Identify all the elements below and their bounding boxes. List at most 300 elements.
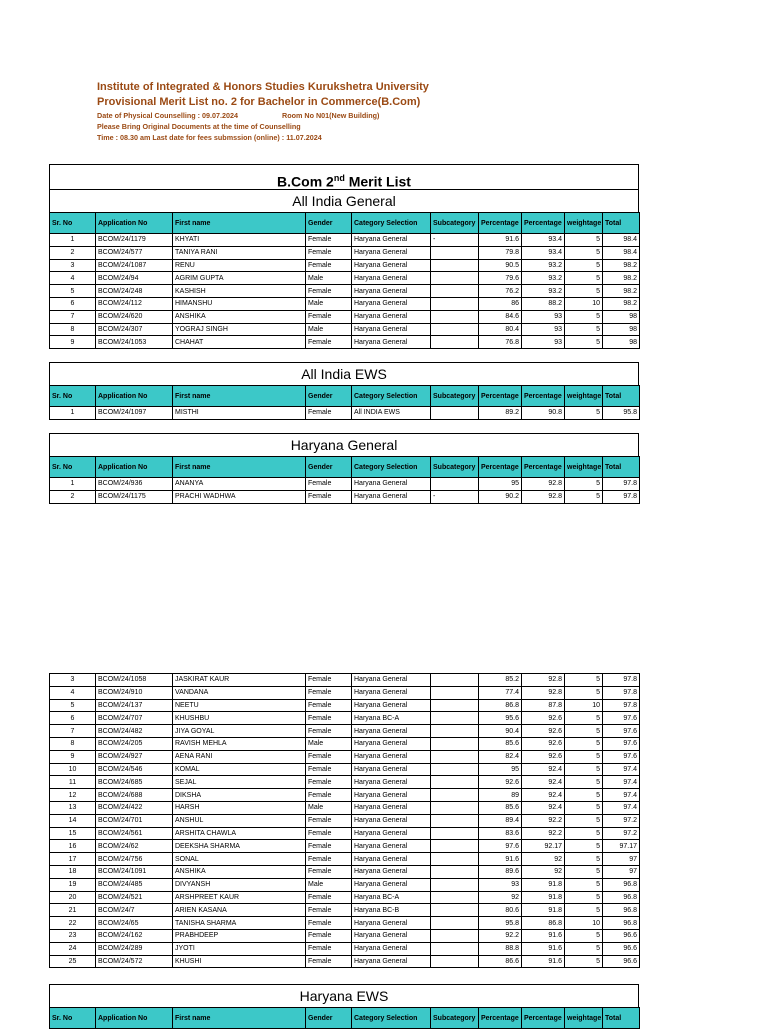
cell-subcategory	[431, 246, 479, 259]
cell-percentage-2: 92.4	[522, 776, 565, 789]
cell-percentage-2: 93	[522, 310, 565, 323]
cell-category: Haryana General	[352, 801, 431, 814]
cell-percentage-2: 93.2	[522, 259, 565, 272]
cell-percentage-2: 93.2	[522, 272, 565, 285]
cell-total: 97.6	[603, 750, 640, 763]
cell-percentage-2: 93	[522, 323, 565, 336]
cell-application-no: BCOM/24/936	[96, 478, 173, 491]
cell-application-no: BCOM/24/162	[96, 929, 173, 942]
cell-percentage-2: 91.8	[522, 891, 565, 904]
cell-gender: Female	[306, 904, 352, 917]
cell-percentage-2: 91.6	[522, 929, 565, 942]
cell-percentage: 93	[479, 878, 522, 891]
cell-application-no: BCOM/24/756	[96, 853, 173, 866]
cell-sr-no: 22	[50, 917, 96, 930]
column-header-subcategory: Subcategory	[431, 386, 479, 407]
cell-subcategory	[431, 929, 479, 942]
column-header-sr-no: Sr. No	[50, 386, 96, 407]
table-row	[50, 942, 640, 955]
cell-subcategory	[431, 878, 479, 891]
cell-weightage: 5	[565, 259, 603, 272]
table-row	[50, 725, 640, 738]
cell-subcategory	[431, 323, 479, 336]
cell-percentage-2: 92.6	[522, 750, 565, 763]
cell-gender: Female	[306, 750, 352, 763]
cell-percentage: 86.8	[479, 699, 522, 712]
cell-gender: Female	[306, 699, 352, 712]
cell-percentage-2: 92.8	[522, 478, 565, 491]
table-row	[50, 323, 640, 336]
cell-weightage: 5	[565, 955, 603, 968]
cell-sr-no: 10	[50, 763, 96, 776]
column-header-total: Total	[603, 386, 640, 407]
cell-sr-no: 1	[50, 407, 96, 420]
cell-subcategory	[431, 674, 479, 687]
cell-percentage-2: 91.8	[522, 904, 565, 917]
cell-category: Haryana BC-B	[352, 904, 431, 917]
cell-percentage: 88.8	[479, 942, 522, 955]
cell-percentage-2: 87.8	[522, 699, 565, 712]
institute-name: Institute of Integrated & Honors Studies Kurukshetra University	[97, 81, 429, 93]
cell-gender: Female	[306, 853, 352, 866]
cell-weightage: 5	[565, 674, 603, 687]
cell-sr-no: 8	[50, 323, 96, 336]
cell-sr-no: 1	[50, 234, 96, 247]
cell-first-name: JIYA GOYAL	[173, 725, 306, 738]
cell-sr-no: 7	[50, 725, 96, 738]
table-row	[50, 814, 640, 827]
cell-percentage-2: 92.4	[522, 801, 565, 814]
cell-first-name: PRABHDEEP	[173, 929, 306, 942]
cell-total: 97.4	[603, 789, 640, 802]
cell-sr-no: 3	[50, 674, 96, 687]
cell-total: 97.6	[603, 737, 640, 750]
cell-first-name: ARIEN KASANA	[173, 904, 306, 917]
cell-percentage-2: 92.2	[522, 814, 565, 827]
cell-subcategory	[431, 942, 479, 955]
cell-weightage: 5	[565, 878, 603, 891]
column-header-subcategory: Subcategory	[431, 457, 479, 478]
cell-total: 96.6	[603, 929, 640, 942]
merit-list-title: B.Com 2nd Merit List	[49, 164, 639, 189]
cell-application-no: BCOM/24/1179	[96, 234, 173, 247]
merit-table	[49, 1007, 640, 1029]
cell-percentage-2: 92.4	[522, 763, 565, 776]
table-row	[50, 285, 640, 298]
cell-total: 96.8	[603, 917, 640, 930]
section-haryana-general	[49, 433, 639, 504]
cell-sr-no: 14	[50, 814, 96, 827]
cell-percentage: 80.4	[479, 323, 522, 336]
cell-application-no: BCOM/24/1058	[96, 674, 173, 687]
cell-percentage: 90.4	[479, 725, 522, 738]
cell-gender: Female	[306, 789, 352, 802]
table-row	[50, 840, 640, 853]
column-header-application-no: Application No	[96, 386, 173, 407]
cell-category: Haryana General	[352, 827, 431, 840]
cell-sr-no: 18	[50, 865, 96, 878]
cell-subcategory	[431, 801, 479, 814]
column-header-percentage-2: Percentage	[522, 386, 565, 407]
cell-application-no: BCOM/24/248	[96, 285, 173, 298]
cell-total: 97.8	[603, 674, 640, 687]
cell-weightage: 5	[565, 310, 603, 323]
cell-category: Haryana General	[352, 776, 431, 789]
cell-percentage-2: 92.6	[522, 737, 565, 750]
cell-first-name: NEETU	[173, 699, 306, 712]
cell-subcategory	[431, 853, 479, 866]
cell-first-name: CHAHAT	[173, 336, 306, 349]
cell-category: Haryana General	[352, 955, 431, 968]
cell-application-no: BCOM/24/1091	[96, 865, 173, 878]
cell-weightage: 5	[565, 750, 603, 763]
section-title: Haryana General	[49, 433, 639, 456]
column-header-sr-no: Sr. No	[50, 213, 96, 234]
cell-total: 97.6	[603, 725, 640, 738]
cell-first-name: YOGRAJ SINGH	[173, 323, 306, 336]
cell-category: Haryana General	[352, 942, 431, 955]
table-header-row	[50, 457, 640, 478]
table-row	[50, 674, 640, 687]
cell-category: Haryana General	[352, 853, 431, 866]
cell-gender: Male	[306, 272, 352, 285]
cell-percentage: 79.6	[479, 272, 522, 285]
cell-category: Haryana BC-A	[352, 712, 431, 725]
cell-total: 97.8	[603, 478, 640, 491]
cell-total: 96.6	[603, 942, 640, 955]
cell-percentage-2: 91.8	[522, 878, 565, 891]
cell-percentage-2: 92.2	[522, 827, 565, 840]
column-header-first-name: First name	[173, 213, 306, 234]
cell-sr-no: 6	[50, 297, 96, 310]
cell-subcategory	[431, 750, 479, 763]
column-header-percentage-2: Percentage	[522, 213, 565, 234]
cell-sr-no: 20	[50, 891, 96, 904]
cell-total: 98.4	[603, 246, 640, 259]
table-row	[50, 955, 640, 968]
cell-total: 97.8	[603, 699, 640, 712]
cell-application-no: BCOM/24/94	[96, 272, 173, 285]
cell-percentage: 95	[479, 478, 522, 491]
cell-weightage: 5	[565, 737, 603, 750]
cell-gender: Female	[306, 686, 352, 699]
cell-percentage-2: 90.8	[522, 407, 565, 420]
cell-first-name: PRACHI WADHWA	[173, 490, 306, 503]
cell-weightage: 5	[565, 865, 603, 878]
cell-sr-no: 4	[50, 686, 96, 699]
cell-weightage: 5	[565, 478, 603, 491]
cell-gender: Female	[306, 336, 352, 349]
column-header-application-no: Application No	[96, 457, 173, 478]
cell-gender: Female	[306, 490, 352, 503]
cell-sr-no: 7	[50, 310, 96, 323]
table-row	[50, 763, 640, 776]
column-header-category: Category Selection	[352, 213, 431, 234]
cell-weightage: 5	[565, 801, 603, 814]
column-header-percentage-2: Percentage	[522, 457, 565, 478]
cell-weightage: 5	[565, 827, 603, 840]
cell-sr-no: 5	[50, 699, 96, 712]
table-row	[50, 478, 640, 491]
table-row	[50, 712, 640, 725]
cell-percentage-2: 92.8	[522, 490, 565, 503]
cell-weightage: 5	[565, 336, 603, 349]
cell-subcategory	[431, 865, 479, 878]
cell-gender: Female	[306, 865, 352, 878]
cell-percentage-2: 86.8	[522, 917, 565, 930]
cell-gender: Female	[306, 955, 352, 968]
cell-category: Haryana General	[352, 699, 431, 712]
cell-first-name: TANISHA SHARMA	[173, 917, 306, 930]
cell-weightage: 5	[565, 789, 603, 802]
cell-total: 97.17	[603, 840, 640, 853]
cell-application-no: BCOM/24/546	[96, 763, 173, 776]
column-header-category: Category Selection	[352, 1008, 431, 1029]
cell-weightage: 5	[565, 686, 603, 699]
column-header-sr-no: Sr. No	[50, 1008, 96, 1029]
cell-total: 98.4	[603, 234, 640, 247]
merit-table	[49, 212, 640, 349]
cell-first-name: ANANYA	[173, 478, 306, 491]
cell-percentage: 84.6	[479, 310, 522, 323]
cell-first-name: ANSHUL	[173, 814, 306, 827]
cell-weightage: 5	[565, 929, 603, 942]
cell-percentage: 82.4	[479, 750, 522, 763]
column-header-subcategory: Subcategory	[431, 1008, 479, 1029]
cell-category: Haryana General	[352, 323, 431, 336]
cell-application-no: BCOM/24/521	[96, 891, 173, 904]
cell-percentage-2: 92.8	[522, 686, 565, 699]
cell-sr-no: 1	[50, 478, 96, 491]
cell-percentage: 89.6	[479, 865, 522, 878]
cell-gender: Female	[306, 259, 352, 272]
cell-category: Haryana General	[352, 737, 431, 750]
cell-application-no: BCOM/24/910	[96, 686, 173, 699]
cell-percentage: 76.2	[479, 285, 522, 298]
cell-gender: Female	[306, 929, 352, 942]
cell-category: Haryana General	[352, 490, 431, 503]
table-row	[50, 929, 640, 942]
counselling-info: Date of Physical Counselling : 09.07.2024 Room No N01(New Building)	[97, 111, 380, 120]
cell-percentage: 92.6	[479, 776, 522, 789]
cell-subcategory	[431, 840, 479, 853]
cell-first-name: DIKSHA	[173, 789, 306, 802]
cell-first-name: ARSHPREET KAUR	[173, 891, 306, 904]
cell-category: Haryana General	[352, 840, 431, 853]
section-haryana-ews	[49, 984, 639, 1029]
cell-subcategory	[431, 259, 479, 272]
column-header-percentage-2: Percentage	[522, 1008, 565, 1029]
cell-application-no: BCOM/24/1175	[96, 490, 173, 503]
cell-total: 97.4	[603, 776, 640, 789]
cell-subcategory	[431, 407, 479, 420]
cell-application-no: BCOM/24/62	[96, 840, 173, 853]
cell-gender: Female	[306, 827, 352, 840]
cell-application-no: BCOM/24/572	[96, 955, 173, 968]
column-header-subcategory: Subcategory	[431, 213, 479, 234]
cell-category: Haryana General	[352, 259, 431, 272]
cell-percentage-2: 91.6	[522, 955, 565, 968]
merit-table	[49, 385, 640, 420]
cell-application-no: BCOM/24/561	[96, 827, 173, 840]
merit-table	[49, 456, 640, 504]
cell-sr-no: 11	[50, 776, 96, 789]
cell-category: Haryana General	[352, 234, 431, 247]
column-header-total: Total	[603, 457, 640, 478]
cell-total: 97.8	[603, 490, 640, 503]
cell-percentage: 95.8	[479, 917, 522, 930]
cell-application-no: BCOM/24/307	[96, 323, 173, 336]
cell-subcategory	[431, 814, 479, 827]
table-row	[50, 310, 640, 323]
cell-percentage-2: 91.6	[522, 942, 565, 955]
cell-category: Haryana General	[352, 272, 431, 285]
cell-total: 97.4	[603, 801, 640, 814]
table-row	[50, 297, 640, 310]
cell-category: Haryana General	[352, 478, 431, 491]
document-header	[97, 80, 429, 143]
column-header-gender: Gender	[306, 386, 352, 407]
cell-subcategory	[431, 310, 479, 323]
cell-sr-no: 5	[50, 285, 96, 298]
cell-category: Haryana General	[352, 878, 431, 891]
cell-percentage: 90.2	[479, 490, 522, 503]
column-header-application-no: Application No	[96, 213, 173, 234]
cell-sr-no: 9	[50, 336, 96, 349]
cell-category: Haryana General	[352, 686, 431, 699]
cell-percentage: 85.2	[479, 674, 522, 687]
cell-gender: Female	[306, 776, 352, 789]
cell-subcategory	[431, 917, 479, 930]
table-row	[50, 878, 640, 891]
cell-weightage: 5	[565, 853, 603, 866]
table-row	[50, 407, 640, 420]
table-header-row	[50, 386, 640, 407]
cell-category: Haryana General	[352, 310, 431, 323]
column-header-total: Total	[603, 213, 640, 234]
cell-first-name: MISTHI	[173, 407, 306, 420]
cell-gender: Female	[306, 310, 352, 323]
cell-percentage: 90.5	[479, 259, 522, 272]
cell-subcategory	[431, 297, 479, 310]
cell-application-no: BCOM/24/701	[96, 814, 173, 827]
cell-subcategory	[431, 955, 479, 968]
column-header-percentage: Percentage	[479, 1008, 522, 1029]
cell-weightage: 5	[565, 904, 603, 917]
cell-percentage-2: 92.8	[522, 674, 565, 687]
cell-first-name: JYOTI	[173, 942, 306, 955]
cell-percentage: 76.8	[479, 336, 522, 349]
cell-percentage: 85.6	[479, 737, 522, 750]
cell-weightage: 5	[565, 891, 603, 904]
cell-total: 98.2	[603, 259, 640, 272]
column-header-weightage: weightage	[565, 457, 603, 478]
table-row	[50, 904, 640, 917]
cell-weightage: 5	[565, 942, 603, 955]
cell-sr-no: 19	[50, 878, 96, 891]
cell-percentage-2: 92.6	[522, 725, 565, 738]
cell-application-no: BCOM/24/1087	[96, 259, 173, 272]
cell-sr-no: 23	[50, 929, 96, 942]
cell-weightage: 5	[565, 407, 603, 420]
cell-subcategory	[431, 737, 479, 750]
table-row	[50, 737, 640, 750]
table-row	[50, 776, 640, 789]
cell-total: 97.8	[603, 686, 640, 699]
cell-gender: Female	[306, 407, 352, 420]
cell-application-no: BCOM/24/688	[96, 789, 173, 802]
cell-total: 97.2	[603, 814, 640, 827]
cell-total: 95.8	[603, 407, 640, 420]
cell-first-name: JASKIRAT KAUR	[173, 674, 306, 687]
cell-first-name: ANSHIKA	[173, 310, 306, 323]
cell-sr-no: 4	[50, 272, 96, 285]
cell-category: Haryana General	[352, 929, 431, 942]
section-title: All India EWS	[49, 362, 639, 385]
cell-percentage-2: 93	[522, 336, 565, 349]
cell-weightage: 5	[565, 285, 603, 298]
cell-category: Haryana General	[352, 789, 431, 802]
cell-percentage: 80.6	[479, 904, 522, 917]
cell-sr-no: 16	[50, 840, 96, 853]
cell-percentage: 91.6	[479, 853, 522, 866]
cell-first-name: RAVISH MEHLA	[173, 737, 306, 750]
cell-weightage: 5	[565, 323, 603, 336]
cell-gender: Female	[306, 246, 352, 259]
documents-note: Please Bring Original Documents at the time of Counselling	[97, 122, 301, 131]
cell-first-name: SONAL	[173, 853, 306, 866]
cell-gender: Male	[306, 878, 352, 891]
cell-sr-no: 12	[50, 789, 96, 802]
cell-weightage: 5	[565, 840, 603, 853]
cell-percentage: 95.6	[479, 712, 522, 725]
table-row	[50, 246, 640, 259]
cell-first-name: KASHISH	[173, 285, 306, 298]
cell-gender: Male	[306, 323, 352, 336]
cell-subcategory	[431, 285, 479, 298]
cell-total: 97.4	[603, 763, 640, 776]
column-header-first-name: First name	[173, 386, 306, 407]
cell-percentage: 79.8	[479, 246, 522, 259]
cell-first-name: KHUSHI	[173, 955, 306, 968]
table-row	[50, 801, 640, 814]
cell-gender: Female	[306, 840, 352, 853]
cell-application-no: BCOM/24/707	[96, 712, 173, 725]
cell-percentage-2: 92.6	[522, 712, 565, 725]
cell-percentage: 95	[479, 763, 522, 776]
cell-gender: Female	[306, 234, 352, 247]
table-row	[50, 827, 640, 840]
cell-total: 97.6	[603, 712, 640, 725]
cell-total: 98	[603, 310, 640, 323]
cell-percentage-2: 92	[522, 853, 565, 866]
cell-weightage: 5	[565, 272, 603, 285]
table-header-row	[50, 1008, 640, 1029]
cell-percentage: 86	[479, 297, 522, 310]
section-title: All India General	[49, 189, 639, 212]
cell-total: 98.2	[603, 297, 640, 310]
cell-subcategory	[431, 891, 479, 904]
column-header-application-no: Application No	[96, 1008, 173, 1029]
cell-application-no: BCOM/24/65	[96, 917, 173, 930]
cell-percentage: 97.6	[479, 840, 522, 853]
cell-percentage-2: 93.4	[522, 246, 565, 259]
cell-weightage: 5	[565, 490, 603, 503]
cell-total: 97	[603, 853, 640, 866]
cell-application-no: BCOM/24/112	[96, 297, 173, 310]
cell-weightage: 5	[565, 725, 603, 738]
cell-category: Haryana General	[352, 285, 431, 298]
